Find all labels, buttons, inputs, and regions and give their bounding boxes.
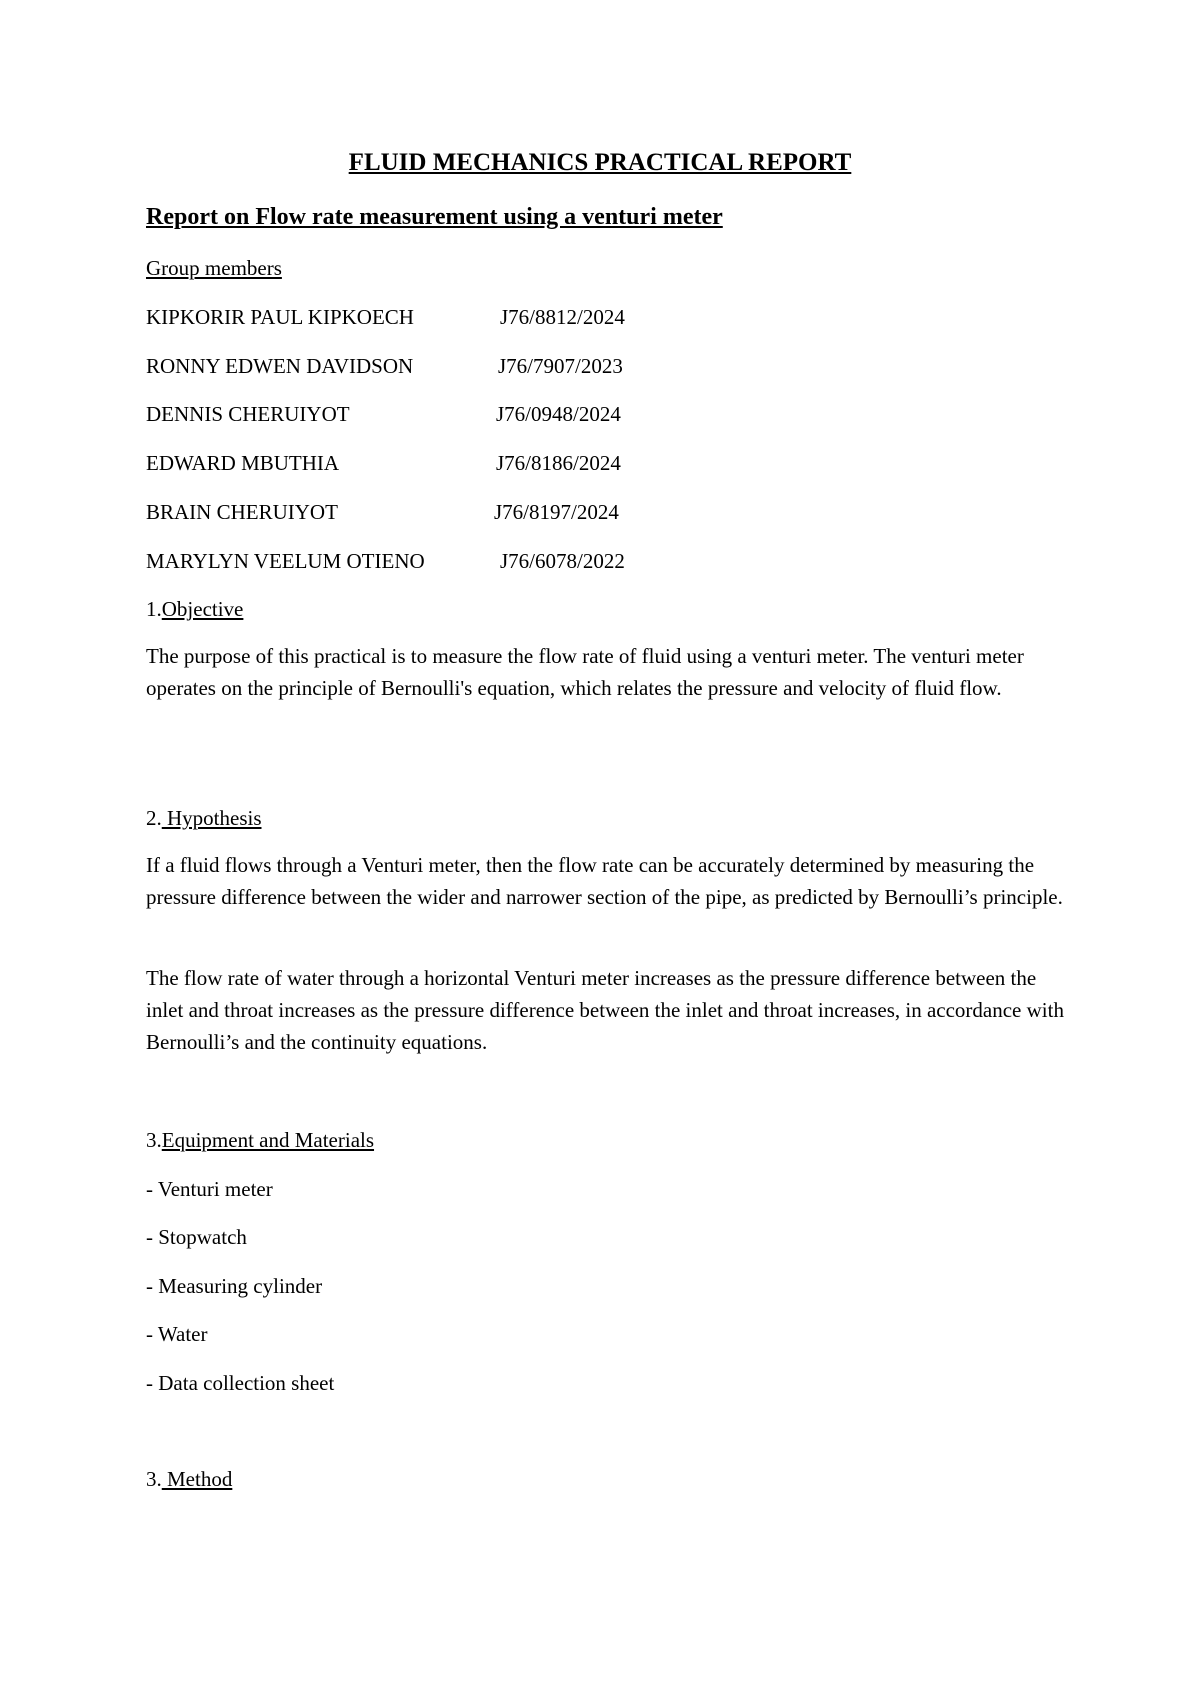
section-number: 2. [146, 806, 162, 830]
section-title: Equipment and Materials [161, 1128, 375, 1152]
list-item: - Stopwatch [146, 1225, 247, 1249]
method-heading [146, 1467, 232, 1491]
member-name: DENNIS CHERUIYOT [146, 402, 350, 426]
section-title: Objective [161, 597, 244, 621]
member-name: BRAIN CHERUIYOT [146, 500, 338, 524]
hypothesis-heading [146, 806, 262, 830]
member-name: RONNY EDWEN DAVIDSON [146, 354, 414, 378]
member-id: J76/6078/2022 [500, 549, 625, 573]
section-number: 1. [146, 597, 162, 621]
hypothesis-text: If a fluid flows through a Venturi meter, then the flow rate can be accurately determined by measuring the pressure difference between the wider and narrower section of the pipe, as predicted by Bernoulli’s principle. [146, 853, 1063, 909]
objective-heading [146, 597, 243, 621]
member-id: J76/8186/2024 [496, 451, 621, 475]
section-title: Method [161, 1467, 233, 1491]
hypothesis-text-continued: The flow rate of water through a horizontal Venturi meter increases as the pressure difference between the inlet and throat increases as the pressure difference between the inlet and throat increases, in accordance with Bernoulli’s and the continuity equations. [146, 966, 1064, 1054]
section-number: 3. [146, 1467, 162, 1491]
member-id: J76/0948/2024 [496, 402, 621, 426]
section-title: Hypothesis [161, 806, 262, 830]
report-subtitle: Report on Flow rate measurement using a venturi meter [146, 204, 723, 230]
group-members-heading: Group members [146, 256, 282, 280]
section-number: 3. [146, 1128, 162, 1152]
member-name: MARYLYN VEELUM OTIENO [146, 549, 425, 573]
list-item: - Measuring cylinder [146, 1274, 323, 1298]
objective-text: The purpose of this practical is to measure the flow rate of fluid using a venturi meter. The venturi meter operates on the principle of Bernoulli's equation, which relates the pressure and velocity of fluid flow. [146, 644, 1024, 700]
list-item: - Venturi meter [146, 1177, 273, 1201]
member-id: J76/8812/2024 [500, 305, 625, 329]
list-item: - Water [146, 1322, 208, 1346]
member-name: EDWARD MBUTHIA [146, 451, 340, 475]
member-id: J76/7907/2023 [498, 354, 623, 378]
list-item: - Data collection sheet [146, 1371, 335, 1395]
member-name: KIPKORIR PAUL KIPKOECH [146, 305, 414, 329]
member-id: J76/8197/2024 [494, 500, 619, 524]
equipment-heading [146, 1128, 374, 1152]
report-title: FLUID MECHANICS PRACTICAL REPORT [348, 149, 852, 176]
